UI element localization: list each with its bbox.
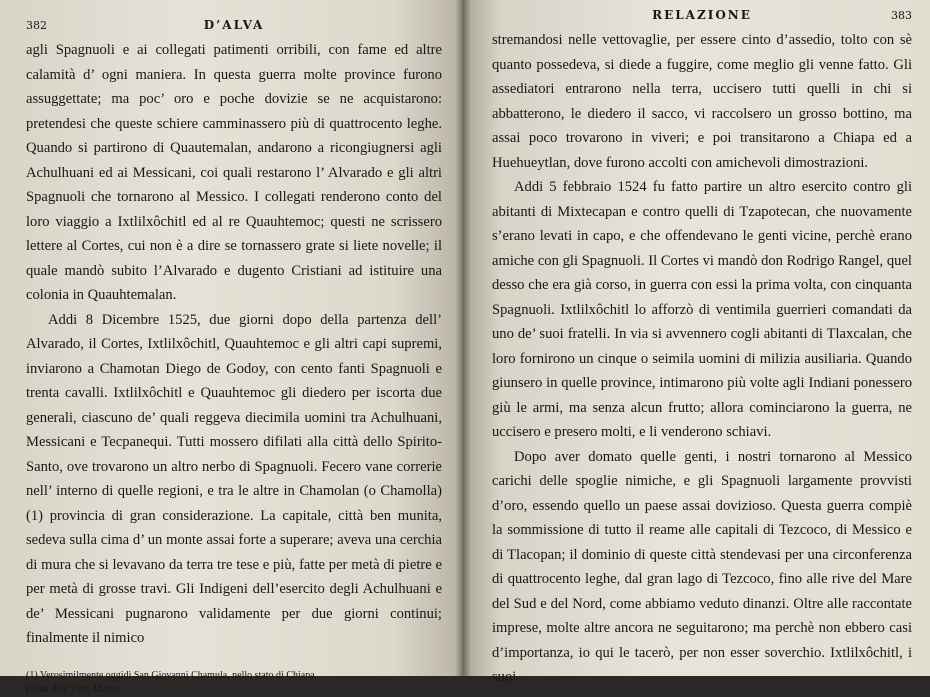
left-running-title: D’ALVA (203, 18, 265, 32)
footnote-text: (1) Verosimilmente oggidì San Giovanni Chamula, nello stato di Chiapa. (26, 669, 318, 681)
left-paragraph-1: agli Spagnuoli e ai collegati patimenti orribili, con fame ed altre calamità d’ ogni maniera. In questa guerra molte province furono assuggettate; ma poc’ oro e poche dovizie se ne acquistarono: pretendesi che queste schiere camminassero più di quattrocento leghe. Quando si partirono di Quautemalan, andarono a ricongiugnersi agli Achulhuani ed ai Messicani, coi quali restarono l’ Alvarado e gli altri Spagnuoli che tornarono al Messico. I collegati renderono conto del loro viaggio a Ixtlilxôchitl ed al re Quauhtemoc; questi ne scrissero lettere al Cortes, cui non è a dire se tornassero grate si liete novelle; il quale mandò subito l’Alvarado e dugento Cristiani ad istituire una colonia in Quauhtemalan. (26, 42, 442, 303)
right-body-text (492, 28, 912, 690)
right-page (462, 0, 930, 685)
footnote-editor-note: (Nota dell’ Edit. Mess.) (26, 683, 120, 695)
left-running-head (26, 18, 442, 32)
right-running-head (492, 8, 912, 22)
left-paragraph-2: Addi 8 Dicembre 1525, due giorni dopo della partenza dell’ Alvarado, il Cortes, Ixtlilxôchitl, Quauhtemoc e gli altri capi supremi, inviarono a Chamotan Diego de Godoy, con cento fanti Spagnuoli e trenta cavalli. Ixtlilxôchitl e Quauhtemoc gli diedero per iscorta due generali, ciascuno de’ quali reggeva diecimila uomini tra Achulhuani, Messicani e Tecpanequi. Tutti mossero difilati alla città dello Spirito-Santo, ove trovarono un altro nerbo di Spagnuoli. Fecero vane correrie nell’ interno di quelle regioni, e tra le altre in Chamolan (o Chamolla) (1) provincia di gran considerazione. La capitale, città ben munita, sedeva sulla cima d’ un monte assai forte a superare; aveva una cerchia di mura che si levavano da terra tre tese e più, fatte per metà di pietre e per metà di grosse travi. Gli Indigeni dell’esercito degli Achulhuani e de’ Messicani pugnarono validamente per due giorni continui; finalmente il nimico (26, 311, 442, 646)
right-paragraph-3: Dopo aver domato quelle genti, i nostri tornarono al Messico carichi delle spoglie nimiche, e gli Spagnuoli largamente provvisti d’oro, essendo quello un paese assai dovizioso. Questa guerra compiè la sommissione di tutto il reame alle capitali di Tezcoco, di Messico e di Tlacopan; il dominio di queste città stendevasi per una circonferenza di quattrocento leghe, dal gran lago di Tezcoco, fino alle rive del Mare del Sud e del Nord, come abbiamo veduto dinanzi. Oltre alle raccontate imprese, molte altre ancora ne seguitarono; ma perchè non ebbero casi d’importanza, io qui le tacerò, per non esser soverchio. Ixtlilxôchitl, i suoi (492, 448, 912, 685)
footnote (26, 669, 442, 697)
right-page-number: 383 (891, 9, 912, 22)
left-page-number: 382 (26, 19, 47, 32)
left-body-text (26, 38, 442, 651)
right-paragraph-2: Addi 5 febbraio 1524 fu fatto partire un altro esercito contro gli abitanti di Mixtecapan e contro quelli di Tzapotecan, che nuovamente s’erano levati in capo, e che offendevano le genti vicine, perchè erano amiche con gli Spagnuoli. Il Cortes vi mandò don Rodrigo Rangel, quel desso che era già corso, in guerra con essi la prima volta, con cinquanta Spagnuoli. Ixtlilxôchitl lo afforzò di ventimila guerrieri comandati da uno de’ suoi fratelli. In via si avvennero cogli abitanti di Tlaxcalan, che loro fornirono un cinque o seimila uomini di milizia ausiliaria. Quando giunsero in quelle province, intimarono più volte agli Indiani ponessero giù le armi, ma senza alcun frutto; allora cominciarono la guerra, ne uccisero e presero molti, e li venderono schiavi. (492, 179, 912, 440)
right-paragraph-1: stremandosi nelle vettovaglie, per essere cinto d’assedio, tolto con sè quanto possedeva, si diede a fuggire, come meglio gli venne fatto. Gli assediatori entrarono nella terra, uccisero tutti quelli in chi si abbatterono, le diedero il sacco, vi raccolsero un grosso bottino, ma assai poco trovarono in viveri; e poi transitarono a Chiapa ed a Huehueytlan, dove furono accolti con amichevoli dimostrazioni. (492, 32, 912, 171)
right-running-title: RELAZIONE (652, 8, 752, 22)
left-page (0, 0, 462, 695)
